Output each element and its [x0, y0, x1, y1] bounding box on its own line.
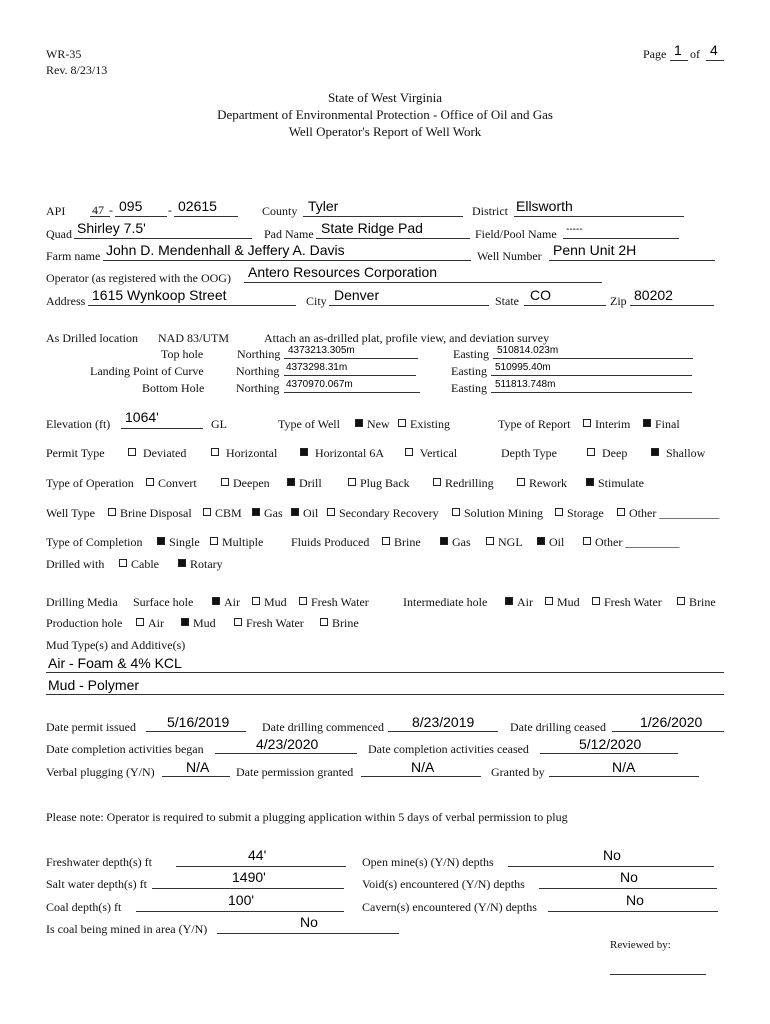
type-of-well-label: Type of Well	[278, 417, 340, 431]
caverns-label: Cavern(s) encountered (Y/N) depths	[362, 900, 537, 914]
form-code: WR-35	[46, 47, 82, 61]
ph-brine-checkbox[interactable]: Brine	[320, 617, 359, 629]
api-prefix[interactable]: 47	[92, 203, 104, 217]
city-label: City	[306, 294, 327, 308]
coal-mined-field[interactable]: No	[300, 914, 318, 930]
elevation-label: Elevation (ft)	[46, 417, 111, 431]
top-northing-field[interactable]: 4373213.305m	[288, 345, 355, 356]
ih-brine-checkbox[interactable]: Brine	[677, 596, 716, 608]
landing-label: Landing Point of Curve	[90, 364, 204, 378]
page-total[interactable]: 4	[710, 42, 718, 58]
quad-field[interactable]: Shirley 7.5'	[77, 220, 146, 236]
heading-state: State of West Virginia	[327, 90, 443, 105]
bottom-northing-field[interactable]: 4370970.067m	[286, 379, 353, 390]
landing-northing-field[interactable]: 4373298.31m	[286, 362, 348, 373]
fp-brine-checkbox[interactable]: Brine	[382, 536, 421, 548]
coal-field[interactable]: 100'	[228, 892, 255, 908]
open-mines-field[interactable]: No	[603, 847, 621, 863]
report-final-checkbox[interactable]: Final	[643, 418, 680, 430]
api-label: API	[46, 204, 66, 218]
wt-storage-checkbox[interactable]: Storage	[555, 507, 604, 519]
top-hole-label: Top hole	[161, 347, 204, 361]
comp-multiple-checkbox[interactable]: Multiple	[210, 536, 263, 548]
surface-hole-label: Surface hole	[133, 595, 194, 609]
permit-deviated-checkbox[interactable]: Deviated	[128, 447, 186, 459]
wt-cbm-checkbox[interactable]: CBM	[203, 507, 242, 519]
permit-vertical-checkbox[interactable]: Vertical	[405, 447, 457, 459]
sh-mud-checkbox[interactable]: Mud	[252, 596, 287, 608]
date-drilling-commenced-field[interactable]: 8/23/2019	[412, 714, 475, 730]
top-northing-label: Northing	[237, 347, 281, 361]
page-current[interactable]: 1	[674, 42, 682, 58]
date-completion-ceased-field[interactable]: 5/12/2020	[579, 736, 642, 752]
date-completion-ceased-label: Date completion activities ceased	[368, 742, 529, 756]
type-of-report-label: Type of Report	[498, 417, 571, 431]
production-hole-label: Production hole	[46, 616, 123, 630]
county-label: County	[262, 204, 298, 218]
op-rework-checkbox[interactable]: Rework	[517, 477, 567, 489]
reviewed-by-signature-line[interactable]	[610, 974, 706, 975]
depth-type-label: Depth Type	[501, 446, 557, 460]
well-type-label: Well Type	[46, 506, 95, 520]
type-of-completion-label: Type of Completion	[46, 535, 143, 549]
county-field[interactable]: Tyler	[308, 198, 339, 214]
fp-other-checkbox[interactable]: Other _________	[583, 536, 679, 548]
operator-field[interactable]: Antero Resources Corporation	[248, 264, 438, 280]
caverns-field[interactable]: No	[626, 892, 644, 908]
date-drilling-ceased-label: Date drilling ceased	[510, 720, 606, 734]
farm-name-field[interactable]: John D. Mendenhall & Jeffery A. Davis	[106, 242, 345, 258]
dw-cable-checkbox[interactable]: Cable	[119, 558, 159, 570]
landing-easting-field[interactable]: 510995.40m	[495, 362, 551, 373]
date-drilling-commenced-label: Date drilling commenced	[262, 720, 384, 734]
bottom-easting-field[interactable]: 511813.748m	[495, 379, 556, 390]
report-interim-checkbox[interactable]: Interim	[583, 418, 630, 430]
comp-single-checkbox[interactable]: Single	[157, 536, 200, 548]
bottom-northing-label: Northing	[236, 381, 280, 395]
quad-label: Quad	[46, 227, 72, 241]
ih-air-checkbox[interactable]: Air	[505, 596, 533, 608]
attach-note: Attach an as-drilled plat, profile view, and deviation survey	[264, 331, 550, 345]
date-completion-began-field[interactable]: 4/23/2020	[256, 736, 319, 752]
wt-gas-checkbox[interactable]: Gas	[252, 507, 283, 519]
top-easting-field[interactable]: 510814.023m	[497, 345, 559, 356]
coal-label: Coal depth(s) ft	[46, 900, 122, 914]
gl-label: GL	[211, 417, 227, 431]
fluids-produced-label: Fluids Produced	[291, 535, 370, 549]
op-stimulate-checkbox[interactable]: Stimulate	[586, 477, 644, 489]
date-permission-field[interactable]: N/A	[411, 759, 435, 775]
wt-solution-checkbox[interactable]: Solution Mining	[452, 507, 543, 519]
date-permit-issued-field[interactable]: 5/16/2019	[167, 714, 230, 730]
ph-mud-checkbox[interactable]: Mud	[181, 617, 216, 629]
mud-types-label: Mud Type(s) and Additive(s)	[46, 638, 186, 652]
drilled-with-label: Drilled with	[46, 557, 105, 571]
nad-label: NAD 83/UTM	[158, 331, 229, 345]
saltwater-field[interactable]: 1490'	[232, 869, 266, 885]
ih-fresh-checkbox[interactable]: Fresh Water	[592, 596, 662, 608]
zip-label: Zip	[610, 294, 627, 308]
wt-brine-checkbox[interactable]: Brine Disposal	[108, 507, 192, 519]
district-field[interactable]: Ellsworth	[516, 198, 573, 214]
op-convert-checkbox[interactable]: Convert	[146, 477, 197, 489]
bottom-hole-label: Bottom Hole	[142, 381, 205, 395]
field-pool-field[interactable]: -----	[566, 224, 583, 235]
plugging-note: Please note: Operator is required to submit a plugging application within 5 days of verbal permission to plug	[46, 810, 568, 824]
voids-label: Void(s) encountered (Y/N) depths	[362, 877, 525, 891]
state-label: State	[495, 294, 519, 308]
landing-northing-label: Northing	[236, 364, 280, 378]
reviewed-by-label: Reviewed by:	[610, 939, 671, 951]
op-plugback-checkbox[interactable]: Plug Back	[348, 477, 410, 489]
well-number-label: Well Number	[477, 249, 542, 263]
ph-air-checkbox[interactable]: Air	[136, 617, 164, 629]
pad-name-field[interactable]: State Ridge Pad	[321, 220, 423, 236]
well-new-checkbox[interactable]: New	[355, 418, 390, 430]
permit-horizontal-checkbox[interactable]: Horizontal	[211, 447, 277, 459]
page-label: Page	[643, 47, 667, 61]
depth-shallow-checkbox[interactable]: Shallow	[651, 447, 705, 459]
api-well-code[interactable]: 02615	[178, 198, 217, 214]
fp-gas-checkbox[interactable]: Gas	[440, 536, 471, 548]
well-number-field[interactable]: Penn Unit 2H	[553, 242, 637, 258]
op-drill-checkbox[interactable]: Drill	[287, 477, 322, 489]
saltwater-label: Salt water depth(s) ft	[46, 877, 147, 891]
state-field[interactable]: CO	[530, 287, 551, 303]
coal-mined-label: Is coal being mined in area (Y/N)	[46, 922, 208, 936]
as-drilled-label: As Drilled location	[46, 331, 138, 345]
landing-easting-label: Easting	[451, 364, 487, 378]
sh-air-checkbox[interactable]: Air	[212, 596, 240, 608]
date-permission-label: Date permission granted	[236, 765, 354, 779]
granted-by-field[interactable]: N/A	[612, 759, 636, 775]
heading-report-title: Well Operator's Report of Well Work	[288, 124, 482, 139]
api-county-code[interactable]: 095	[119, 198, 143, 214]
intermediate-hole-label: Intermediate hole	[403, 595, 488, 609]
drilling-media-label: Drilling Media	[46, 595, 118, 609]
ih-mud-checkbox[interactable]: Mud	[545, 596, 580, 608]
fp-oil-checkbox[interactable]: Oil	[537, 536, 564, 548]
well-existing-checkbox[interactable]: Existing	[398, 418, 450, 430]
verbal-plugging-field[interactable]: N/A	[186, 759, 210, 775]
permit-horizontal6a-checkbox[interactable]: Horizontal 6A	[300, 447, 384, 459]
district-label: District	[472, 204, 508, 218]
freshwater-field[interactable]: 44'	[248, 847, 267, 863]
permit-type-label: Permit Type	[46, 446, 105, 460]
page-of-label: of	[690, 47, 700, 61]
wt-oil-checkbox[interactable]: Oil	[291, 507, 318, 519]
top-easting-label: Easting	[453, 347, 489, 361]
city-field[interactable]: Denver	[334, 287, 380, 303]
wt-secondary-checkbox[interactable]: Secondary Recovery	[327, 507, 439, 519]
open-mines-label: Open mine(s) (Y/N) depths	[362, 855, 494, 869]
address-field[interactable]: 1615 Wynkoop Street	[92, 287, 227, 303]
farm-name-label: Farm name	[46, 249, 101, 263]
bottom-easting-label: Easting	[451, 381, 487, 395]
date-drilling-ceased-field[interactable]: 1/26/2020	[640, 714, 703, 730]
zip-field[interactable]: 80202	[634, 287, 673, 303]
pad-name-label: Pad Name	[264, 227, 314, 241]
granted-by-label: Granted by	[491, 765, 545, 779]
field-pool-label: Field/Pool Name	[475, 227, 557, 241]
operator-label: Operator (as registered with the OOG)	[46, 271, 231, 285]
depth-deep-checkbox[interactable]: Deep	[587, 447, 627, 459]
op-redrilling-checkbox[interactable]: Redrilling	[433, 477, 494, 489]
dw-rotary-checkbox[interactable]: Rotary	[178, 558, 223, 570]
date-permit-issued-label: Date permit issued	[46, 720, 136, 734]
mud-type-line-1[interactable]: Air - Foam & 4% KCL	[48, 655, 182, 671]
mud-type-line-2[interactable]: Mud - Polymer	[48, 677, 140, 693]
freshwater-label: Freshwater depth(s) ft	[46, 855, 152, 869]
fp-ngl-checkbox[interactable]: NGL	[486, 536, 523, 548]
ph-fresh-checkbox[interactable]: Fresh Water	[234, 617, 304, 629]
revision: Rev. 8/23/13	[46, 63, 108, 77]
sh-fresh-checkbox[interactable]: Fresh Water	[299, 596, 369, 608]
voids-field[interactable]: No	[620, 869, 638, 885]
elevation-field[interactable]: 1064'	[125, 409, 159, 425]
type-of-operation-label: Type of Operation	[46, 476, 134, 490]
heading-department: Department of Environmental Protection - Office of Oil and Gas	[217, 107, 553, 122]
date-completion-began-label: Date completion activities began	[46, 742, 204, 756]
verbal-plugging-label: Verbal plugging (Y/N)	[46, 765, 155, 779]
op-deepen-checkbox[interactable]: Deepen	[221, 477, 270, 489]
address-label: Address	[46, 294, 86, 308]
wt-other-checkbox[interactable]: Other __________	[617, 507, 719, 519]
